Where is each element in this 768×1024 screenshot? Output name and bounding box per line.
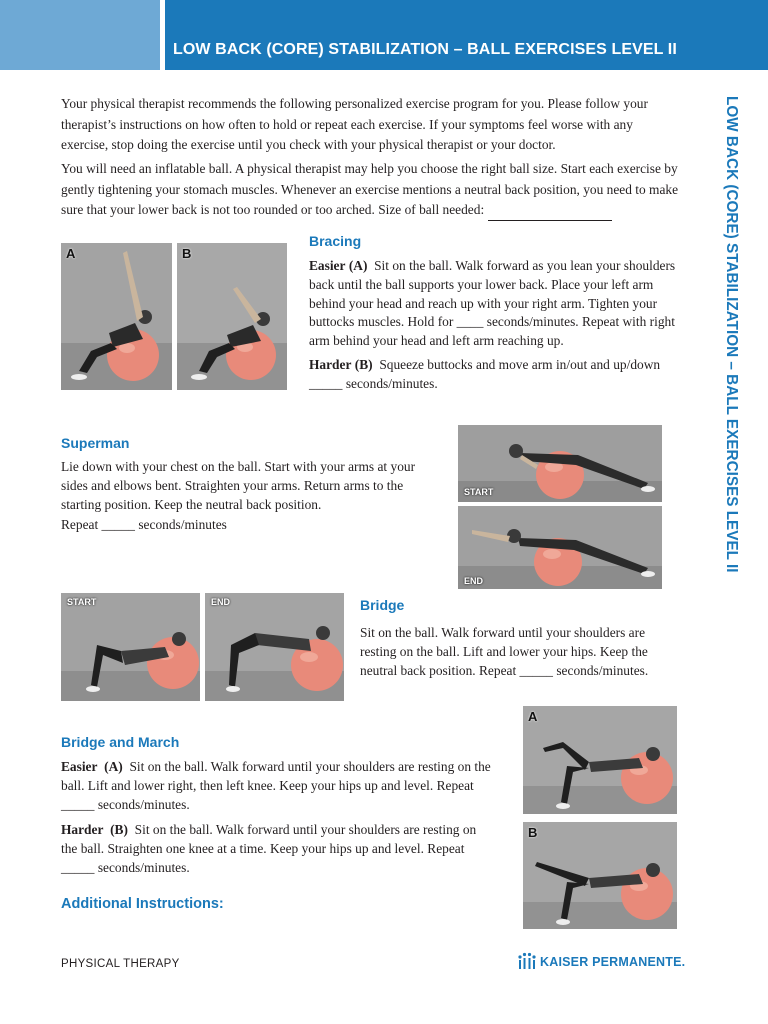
bridge-march-photo-a [523,706,677,814]
bracing-harder-label: Harder [309,357,352,372]
intro-paragraph-2-text: You will need an inflatable ball. A physical therapist may help you choose the right ball size. Start each exercise by gently tightening your stomach muscles. Whenever an exercise mentions a neutral back position, you need to make sure that your lower back is not too rounded or too arched. Size of ball needed: [61,161,679,217]
bridge-photo-start-label: START [67,597,97,607]
bracing-easier-code: (A) [348,258,368,273]
bracing-photo-a [61,243,172,390]
bracing-photo-a-label: A [66,246,76,261]
kaiser-logo-text: KAISER PERMANENTE. [540,955,686,969]
intro-paragraph-2 [61,159,679,221]
bridge-march-heading: Bridge and March [61,734,180,750]
side-title-text: LOW BACK (CORE) STABILIZATION – BALL EXERCISES LEVEL II [723,96,740,573]
superman-photo-start-label: START [464,487,494,497]
bridge-march-easier-label: Easier [61,759,98,774]
bridge-march-photo-a-label: A [528,709,538,724]
header-bar [165,0,768,70]
bracing-photo-b [177,243,287,390]
page-title: LOW BACK (CORE) STABILIZATION – BALL EXERCISES LEVEL II [173,41,677,58]
bracing-easier-label: Easier [309,258,346,273]
additional-instructions-heading: Additional Instructions: [61,896,224,912]
bracing-heading: Bracing [309,233,362,249]
bridge-march-photo-b [523,822,677,929]
bridge-photo-end [205,593,344,701]
superman-photo-end [458,506,662,589]
superman-photo-end-label: END [464,576,484,586]
bracing-harder-text [309,356,679,394]
superman-photo-start [458,425,662,502]
bracing-harder-body: Squeeze buttocks and move arm in/out and up/down _____ seconds/minutes. [309,357,661,391]
bracing-photo-b-label: B [182,246,192,261]
bracing-harder-code: (B) [354,357,373,372]
bracing-easier-text [309,257,679,351]
superman-text [61,457,441,534]
kaiser-permanente-logo [517,951,687,973]
bridge-march-harder-label: Harder [61,822,104,837]
bridge-march-easier-text [61,757,491,815]
bridge-photo-start [61,593,200,701]
bridge-march-easier-body: Sit on the ball. Walk forward until your shoulders are resting on the ball. Lift and lower right, then left knee. Keep your hips up and level. Repeat _____ seconds/minutes. [61,759,491,813]
bridge-text: Sit on the ball. Walk forward until your shoulders are resting on the ball. Lift and lower your hips. Keep the neutral back position. Repeat _____ seconds/minutes. [360,625,649,678]
superman-repeat: Repeat _____ seconds/minutes [61,516,227,532]
bridge-march-photo-b-label: B [528,825,538,840]
bracing-easier-body: Sit on the ball. Walk forward as you lean your shoulders back until the ball supports your lower back. Place your left arm behind your head and reach up with your right arm. Tighten your buttocks muscles. Hold for ____ seconds/minutes. Repeat with right arm behind your head and left arm reaching up. [309,258,676,349]
bridge-march-easier-code: (A) [104,759,123,774]
header-accent-block [0,0,160,70]
superman-heading: Superman [61,435,130,451]
bridge-photo-end-label: END [211,597,231,607]
side-title [722,96,742,666]
bridge-march-harder-code: (B) [110,822,128,837]
bridge-march-harder-body: Sit on the ball. Walk forward until your shoulders are resting on the ball. Straighten one knee at a time. Keep your hips up and level. Repeat _____ seconds/minutes. [61,822,477,876]
superman-body: Lie down with your chest on the ball. Start with your arms at your sides and elbows bent. Straighten your arms. Return arms to the starting position. Keep the neutral back position. [61,459,416,513]
ball-size-blank [488,207,612,221]
kaiser-logo-icon [517,951,537,971]
bridge-march-harder-text [61,820,491,878]
bridge-heading: Bridge [360,597,405,613]
intro-paragraph-1: Your physical therapist recommends the following personalized exercise program for you. Please follow your therapist’s instructions on how often to hold or repeat each exercise. If your symptoms feel worse with any exercise, stop doing the exercise until you check with your physical therapist or your doctor. [61,96,648,152]
footer-department: PHYSICAL THERAPY [61,958,180,970]
